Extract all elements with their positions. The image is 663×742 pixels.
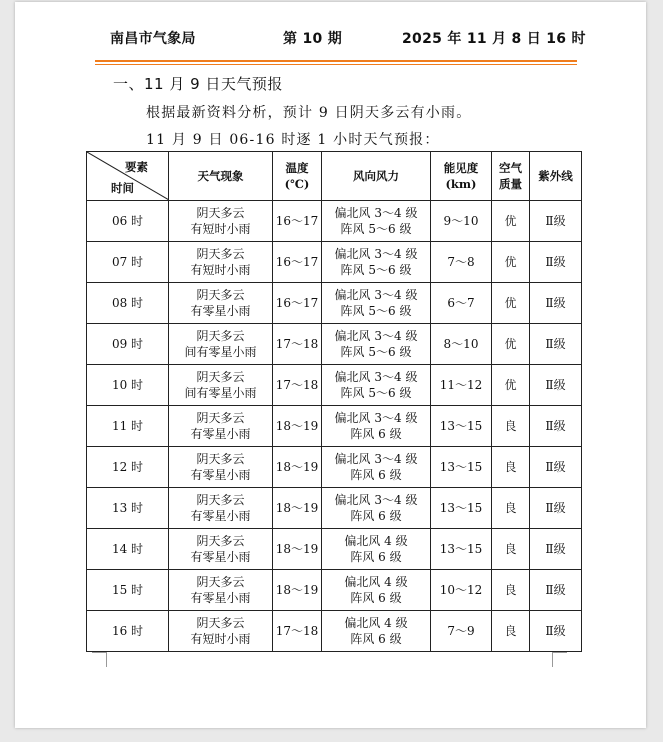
cell-temperature: 16～17	[273, 201, 322, 242]
header-air-quality: 空气 质量	[492, 152, 530, 201]
table-row	[87, 201, 582, 242]
cell-wind: 偏北风 4 级 阵风 6 级	[322, 570, 431, 611]
table-header-row	[87, 152, 582, 201]
cell-air-quality: 良	[492, 529, 530, 570]
cell-time: 09 时	[87, 324, 169, 365]
cell-uv: Ⅱ级	[530, 570, 582, 611]
cell-wind: 偏北风 3～4 级 阵风 5～6 级	[322, 201, 431, 242]
corner-label-element: 要素	[125, 160, 148, 174]
header-weather: 天气现象	[169, 152, 273, 201]
header-rule	[95, 60, 577, 62]
cell-visibility: 8～10	[431, 324, 492, 365]
table-row	[87, 447, 582, 488]
cell-wind: 偏北风 3～4 级 阵风 5～6 级	[322, 283, 431, 324]
cell-temperature: 17～18	[273, 324, 322, 365]
cell-wind: 偏北风 3～4 级 阵风 6 级	[322, 488, 431, 529]
table-row	[87, 365, 582, 406]
cell-visibility: 13～15	[431, 529, 492, 570]
header-uv: 紫外线	[530, 152, 582, 201]
cell-weather: 阴天多云 有零星小雨	[169, 447, 273, 488]
cell-temperature: 18～19	[273, 570, 322, 611]
cell-time: 07 时	[87, 242, 169, 283]
table-row	[87, 406, 582, 447]
cell-temperature: 18～19	[273, 447, 322, 488]
header-temperature: 温度 (℃)	[273, 152, 322, 201]
cell-air-quality: 优	[492, 365, 530, 406]
table-row	[87, 488, 582, 529]
cell-uv: Ⅱ级	[530, 201, 582, 242]
hourly-forecast-table	[86, 151, 582, 652]
cell-time: 13 时	[87, 488, 169, 529]
cell-air-quality: 良	[492, 570, 530, 611]
cell-air-quality: 优	[492, 324, 530, 365]
cell-temperature: 18～19	[273, 529, 322, 570]
cell-time: 16 时	[87, 611, 169, 652]
cell-time: 11 时	[87, 406, 169, 447]
cell-air-quality: 良	[492, 447, 530, 488]
cell-uv: Ⅱ级	[530, 242, 582, 283]
cell-air-quality: 优	[492, 242, 530, 283]
cell-uv: Ⅱ级	[530, 488, 582, 529]
cell-visibility: 13～15	[431, 488, 492, 529]
cell-visibility: 10～12	[431, 570, 492, 611]
table-row	[87, 324, 582, 365]
cell-uv: Ⅱ级	[530, 365, 582, 406]
table-row	[87, 529, 582, 570]
header-datetime: 2025 年 11 月 8 日 16 时	[402, 31, 586, 47]
cell-wind: 偏北风 3～4 级 阵风 5～6 级	[322, 365, 431, 406]
cell-weather: 阴天多云 有零星小雨	[169, 529, 273, 570]
header-wind: 风向风力	[322, 152, 431, 201]
cell-visibility: 13～15	[431, 447, 492, 488]
table-row	[87, 283, 582, 324]
cell-wind: 偏北风 3～4 级 阵风 6 级	[322, 406, 431, 447]
table-row	[87, 570, 582, 611]
cell-weather: 阴天多云 间有零星小雨	[169, 365, 273, 406]
cell-uv: Ⅱ级	[530, 324, 582, 365]
cell-time: 15 时	[87, 570, 169, 611]
cell-uv: Ⅱ级	[530, 406, 582, 447]
crop-mark-right	[552, 652, 567, 667]
cell-air-quality: 优	[492, 283, 530, 324]
cell-temperature: 18～19	[273, 406, 322, 447]
cell-temperature: 18～19	[273, 488, 322, 529]
cell-visibility: 6～7	[431, 283, 492, 324]
cell-air-quality: 优	[492, 201, 530, 242]
cell-air-quality: 良	[492, 611, 530, 652]
cell-visibility: 7～8	[431, 242, 492, 283]
cell-weather: 阴天多云 有短时小雨	[169, 201, 273, 242]
cell-weather: 阴天多云 有零星小雨	[169, 488, 273, 529]
cell-wind: 偏北风 3～4 级 阵风 5～6 级	[322, 242, 431, 283]
cell-weather: 阴天多云 有零星小雨	[169, 570, 273, 611]
cell-weather: 阴天多云 间有零星小雨	[169, 324, 273, 365]
cell-weather: 阴天多云 有零星小雨	[169, 283, 273, 324]
cell-wind: 偏北风 3～4 级 阵风 5～6 级	[322, 324, 431, 365]
cell-time: 14 时	[87, 529, 169, 570]
cell-time: 10 时	[87, 365, 169, 406]
header-visibility: 能见度 (km)	[431, 152, 492, 201]
document-page	[15, 2, 646, 728]
cell-time: 08 时	[87, 283, 169, 324]
cell-uv: Ⅱ级	[530, 447, 582, 488]
cell-weather: 阴天多云 有零星小雨	[169, 406, 273, 447]
cell-time: 06 时	[87, 201, 169, 242]
header-issue: 第 10 期	[283, 31, 343, 47]
table-row	[87, 611, 582, 652]
summary-paragraph: 根据最新资料分析，预计 9 日阴天多云有小雨。	[146, 105, 472, 121]
cell-temperature: 16～17	[273, 242, 322, 283]
cell-uv: Ⅱ级	[530, 529, 582, 570]
crop-mark-left	[92, 652, 107, 667]
cell-visibility: 13～15	[431, 406, 492, 447]
section-title: 一、11 月 9 日天气预报	[113, 75, 283, 93]
cell-uv: Ⅱ级	[530, 283, 582, 324]
cell-air-quality: 良	[492, 406, 530, 447]
cell-weather: 阴天多云 有短时小雨	[169, 611, 273, 652]
cell-weather: 阴天多云 有短时小雨	[169, 242, 273, 283]
corner-label-time: 时间	[111, 181, 134, 195]
cell-air-quality: 良	[492, 488, 530, 529]
cell-temperature: 16～17	[273, 283, 322, 324]
cell-visibility: 7～9	[431, 611, 492, 652]
corner-header-cell	[87, 152, 169, 201]
cell-visibility: 11～12	[431, 365, 492, 406]
cell-wind: 偏北风 3～4 级 阵风 6 级	[322, 447, 431, 488]
cell-time: 12 时	[87, 447, 169, 488]
header-org: 南昌市气象局	[110, 31, 196, 47]
cell-wind: 偏北风 4 级 阵风 6 级	[322, 611, 431, 652]
header-rule-thin	[95, 64, 577, 65]
table-row	[87, 242, 582, 283]
cell-uv: Ⅱ级	[530, 611, 582, 652]
cell-wind: 偏北风 4 级 阵风 6 级	[322, 529, 431, 570]
table-intro: 11 月 9 日 06-16 时逐 1 小时天气预报：	[146, 132, 440, 148]
cell-temperature: 17～18	[273, 365, 322, 406]
cell-visibility: 9～10	[431, 201, 492, 242]
cell-temperature: 17～18	[273, 611, 322, 652]
